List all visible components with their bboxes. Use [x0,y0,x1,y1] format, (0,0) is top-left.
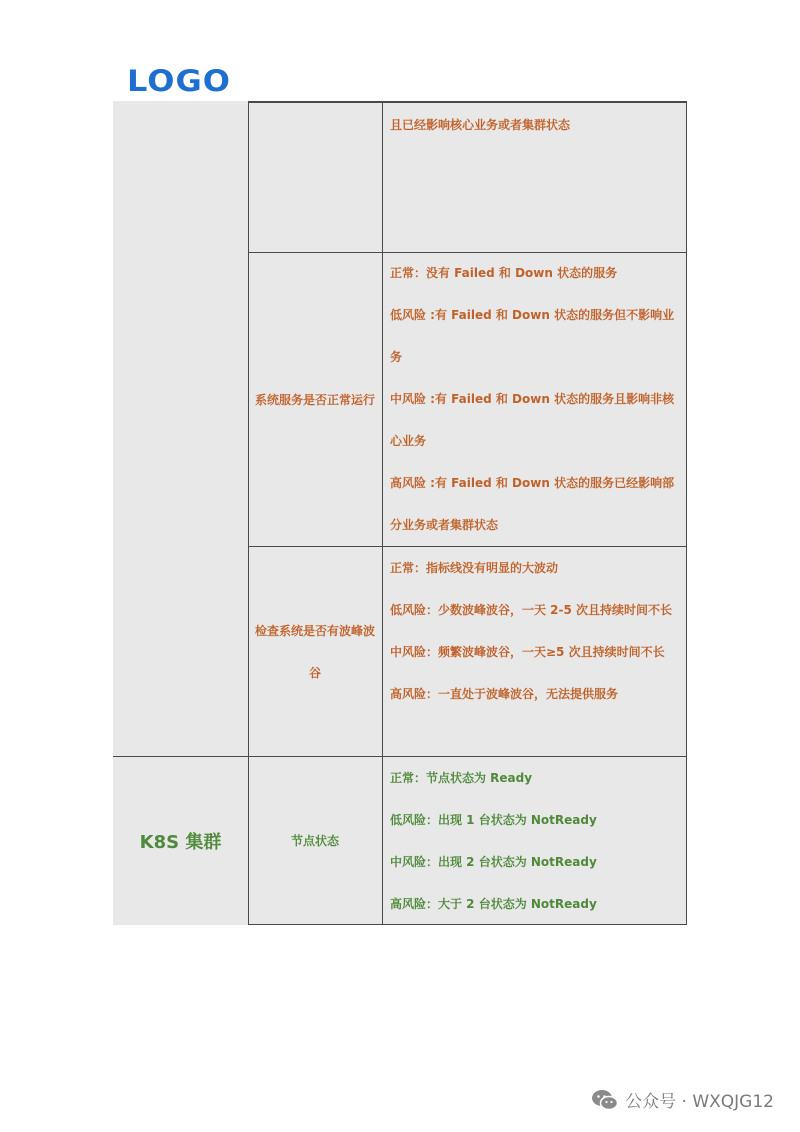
detail-line: 中风险：出现 2 台状态为 NotReady [390,855,597,869]
detail-cell-row1 [390,104,682,146]
detail-cell-row4 [390,757,682,925]
table-border-right [686,101,687,925]
category-k8s-cluster [113,757,248,925]
table-col-divider-2 [382,101,383,925]
footer [591,1087,774,1112]
detail-cell-row3 [390,547,682,715]
item-cell-service-running [251,253,379,546]
detail-line: 正常：节点状态为 Ready [390,771,533,785]
detail-line: 正常：指标线没有明显的大波动 [390,561,559,575]
category-label: K8S 集群 [139,832,222,853]
item-cell-node-status [251,757,379,924]
item-label: 系统服务是否正常运行 [254,392,375,407]
detail-line: 高风险：一直处于波峰波谷，无法提供服务 [390,687,619,701]
detail-line: 且已经影响核心业务或者集群状态 [390,118,571,132]
detail-line: 低风险 :有 Failed 和 Down 状态的服务但不影响业务 [390,308,675,364]
item-label: 检查系统是否有波峰波谷 [254,623,375,680]
detail-line: 中风险 :有 Failed 和 Down 状态的服务且影响非核心业务 [390,392,675,448]
detail-line: 高风险：大于 2 台状态为 NotReady [390,897,597,911]
detail-line: 正常：没有 Failed 和 Down 状态的服务 [390,266,618,280]
detail-line: 低风险：出现 1 台状态为 NotReady [390,813,597,827]
wechat-icon [591,1089,619,1111]
logo: LOGO [127,63,231,99]
detail-line: 高风险 :有 Failed 和 Down 状态的服务已经影响部分业务或者集群状态 [390,476,675,532]
item-label: 节点状态 [290,833,339,848]
detail-line: 低风险：少数波峰波谷，一天 2-5 次且持续时间不长 [390,603,673,617]
item-cell-peaks-valleys [251,547,379,756]
table-col-divider-1 [248,101,249,925]
detail-line: 中风险：频繁波峰波谷，一天≥5 次且持续时间不长 [390,645,665,659]
table-border-top [248,101,687,103]
detail-cell-row2 [390,252,682,546]
footer-text: 公众号 · WXQJG12 [625,1092,774,1112]
